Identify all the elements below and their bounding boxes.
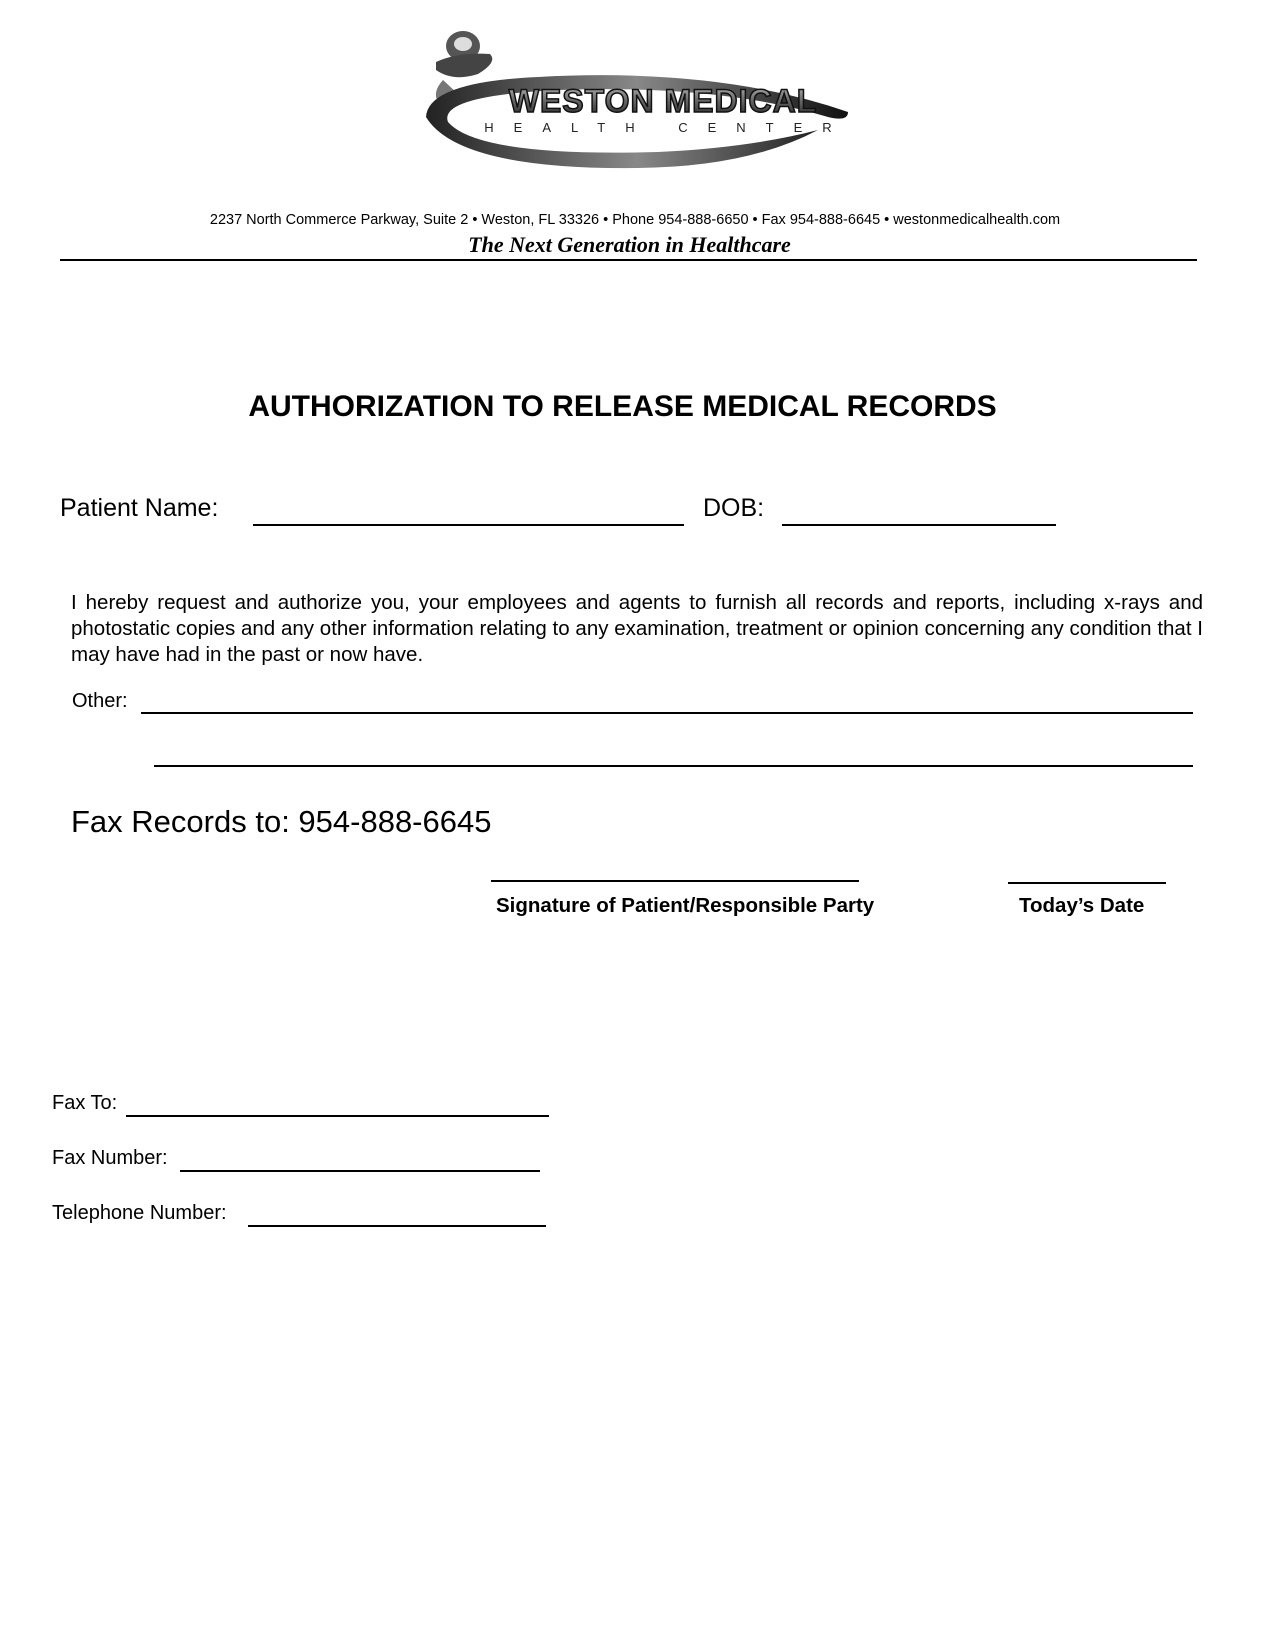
telephone-number-label: Telephone Number: xyxy=(52,1202,227,1224)
other-label: Other: xyxy=(72,690,128,712)
fax-to-label: Fax To: xyxy=(52,1092,118,1114)
fax-records-to: Fax Records to: 954-888-6645 xyxy=(71,804,492,839)
todays-date-caption: Today’s Date xyxy=(1019,894,1145,917)
form-title: AUTHORIZATION TO RELEASE MEDICAL RECORDS xyxy=(248,390,997,423)
header-divider xyxy=(60,259,1197,261)
todays-date-line[interactable] xyxy=(1008,882,1166,884)
patient-name-field[interactable] xyxy=(253,524,684,526)
weston-medical-logo xyxy=(418,22,863,182)
telephone-number-field[interactable] xyxy=(248,1225,546,1227)
dob-label: DOB: xyxy=(703,494,765,522)
dob-field[interactable] xyxy=(782,524,1056,526)
logo-sub-text: HEALTH CENTER xyxy=(484,120,852,135)
clinic-address: 2237 North Commerce Parkway, Suite 2 • Weston, FL 33326 • Phone 954-888-6650 • Fax 954-888-6645 • westonmedicalhealth.com xyxy=(209,212,1061,228)
fax-number-label: Fax Number: xyxy=(52,1147,168,1169)
fax-number-field[interactable] xyxy=(180,1170,540,1172)
authorization-text: I hereby request and authorize you, your employees and agents to furnish all records and reports, including x-rays and photostatic copies and any other information relating to any examination, treatment or opinion concerning any condition that I may have had in the past or now have. xyxy=(71,591,1203,666)
clinic-tagline: The Next Generation in Healthcare xyxy=(468,232,791,257)
logo-main-text: WESTON MEDICAL xyxy=(508,83,818,119)
other-field-line-1[interactable] xyxy=(141,712,1193,714)
patient-name-label: Patient Name: xyxy=(60,494,219,522)
fax-to-field[interactable] xyxy=(126,1115,549,1117)
other-field-line-2[interactable] xyxy=(154,765,1193,767)
signature-line[interactable] xyxy=(491,880,859,882)
signature-caption: Signature of Patient/Responsible Party xyxy=(496,894,875,917)
